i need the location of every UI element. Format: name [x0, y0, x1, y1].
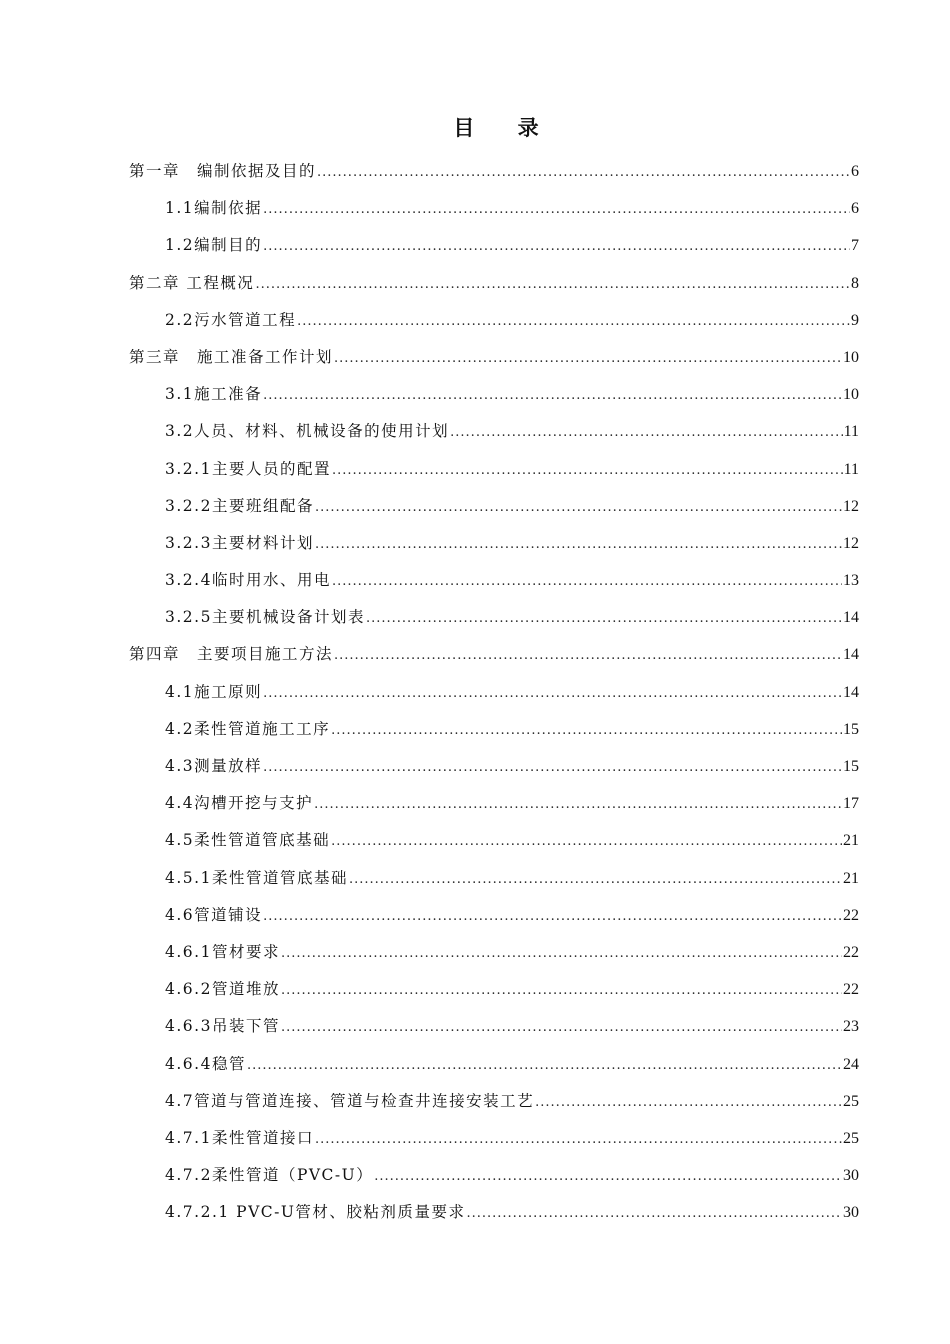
dot-leader	[315, 526, 842, 563]
toc-entry[interactable]	[129, 785, 859, 822]
toc-entry-label: 4.6.1管材要求	[165, 942, 280, 961]
toc-entry[interactable]	[129, 413, 859, 450]
toc-entry-label: 4.7.2.1 PVC-U管材、胶粘剂质量要求	[165, 1203, 466, 1222]
toc-entry-label: 4.2柔性管道施工工序	[165, 719, 331, 738]
toc-entry-page-number: 21	[843, 832, 859, 850]
dot-leader	[332, 452, 843, 489]
dot-leader	[331, 823, 842, 860]
toc-entry-page-number: 14	[843, 646, 859, 664]
dot-leader	[281, 972, 842, 1009]
dot-leader	[315, 489, 842, 526]
toc-entry-label: 3.2.1主要人员的配置	[165, 459, 331, 478]
toc-entry-page-number: 9	[851, 311, 859, 329]
toc-entry-label: 4.5.1柔性管道管底基础	[165, 868, 348, 887]
toc-entry-page-number: 23	[843, 1018, 859, 1036]
toc-entry-page-number: 30	[843, 1204, 859, 1222]
toc-entry-label: 4.5柔性管道管底基础	[165, 831, 331, 850]
toc-entry-label: 2.2污水管道工程	[165, 310, 297, 329]
toc-entry[interactable]	[129, 860, 859, 897]
dot-leader	[334, 340, 842, 377]
dot-leader	[331, 712, 842, 749]
toc-entry-page-number: 22	[843, 906, 859, 924]
toc-entry-page-number: 17	[843, 795, 859, 813]
toc-entry-label: 4.7.2柔性管道（PVC-U）	[165, 1166, 374, 1185]
toc-entry-label: 3.2.2主要班组配备	[165, 496, 314, 515]
dot-leader	[281, 1009, 842, 1046]
toc-entry-page-number: 7	[851, 237, 859, 255]
toc-entry[interactable]	[129, 525, 859, 562]
toc-entry-label: 3.2人员、材料、机械设备的使用计划	[165, 422, 450, 441]
toc-entry[interactable]	[129, 971, 859, 1008]
toc-entry-page-number: 30	[843, 1167, 859, 1185]
dot-leader	[314, 786, 842, 823]
toc-entry-label: 3.2.5主要机械设备计划表	[165, 608, 365, 627]
toc-entry-label: 4.4沟槽开挖与支护	[165, 794, 314, 813]
toc-entry[interactable]	[129, 599, 859, 636]
toc-entry-page-number: 10	[843, 386, 859, 404]
toc-entry-page-number: 6	[851, 200, 859, 218]
toc-entry-page-number: 13	[843, 572, 859, 590]
toc-entry-label: 第四章 主要项目施工方法	[129, 645, 334, 664]
dot-leader	[450, 414, 842, 451]
table-of-contents	[129, 153, 859, 1231]
toc-entry-label: 4.6管道铺设	[165, 905, 263, 924]
toc-entry-page-number: 11	[843, 460, 859, 478]
toc-entry-page-number: 6	[851, 163, 859, 180]
toc-entry-label: 4.6.3吊装下管	[165, 1017, 280, 1036]
toc-entry[interactable]	[129, 376, 859, 413]
dot-leader	[263, 898, 842, 935]
toc-entry-label: 3.2.3主要材料计划	[165, 533, 314, 552]
toc-entry[interactable]	[129, 1120, 859, 1157]
toc-entry-page-number: 11	[843, 423, 859, 441]
toc-entry-page-number: 22	[843, 981, 859, 999]
toc-entry[interactable]	[129, 265, 859, 302]
dot-leader	[263, 377, 842, 414]
toc-entry-page-number: 14	[843, 683, 859, 701]
toc-entry-page-number: 25	[843, 1129, 859, 1147]
toc-entry[interactable]	[129, 897, 859, 934]
toc-entry-page-number: 22	[843, 943, 859, 961]
toc-entry[interactable]	[129, 711, 859, 748]
dot-leader	[315, 1121, 842, 1158]
toc-entry[interactable]	[129, 190, 859, 227]
toc-entry-page-number: 21	[843, 869, 859, 887]
toc-entry-label: 3.1施工准备	[165, 385, 263, 404]
dot-leader	[247, 1047, 842, 1084]
toc-entry-label: 4.7管道与管道连接、管道与检查井连接安装工艺	[165, 1091, 535, 1110]
dot-leader	[263, 749, 842, 786]
toc-entry-page-number: 14	[843, 609, 859, 627]
toc-entry[interactable]	[129, 488, 859, 525]
dot-leader	[255, 266, 850, 303]
dot-leader	[332, 563, 842, 600]
dot-leader	[263, 191, 850, 228]
toc-entry[interactable]	[129, 748, 859, 785]
toc-entry[interactable]	[129, 451, 859, 488]
toc-entry-page-number: 8	[851, 274, 859, 292]
toc-entry[interactable]	[129, 1008, 859, 1045]
toc-entry[interactable]	[129, 227, 859, 264]
toc-entry[interactable]	[129, 1194, 859, 1231]
dot-leader	[334, 637, 842, 674]
dot-leader	[263, 675, 842, 712]
dot-leader	[535, 1084, 842, 1121]
toc-entry-label: 1.1编制依据	[165, 199, 263, 218]
toc-entry-page-number: 15	[843, 758, 859, 775]
dot-leader	[366, 600, 842, 637]
toc-entry-label: 4.7.1柔性管道接口	[165, 1128, 314, 1147]
toc-entry[interactable]	[129, 339, 859, 376]
toc-entry-label: 3.2.4临时用水、用电	[165, 571, 331, 590]
toc-entry[interactable]	[129, 153, 859, 190]
toc-entry-label: 第三章 施工准备工作计划	[129, 347, 334, 366]
toc-entry-label: 第二章 工程概况	[129, 273, 255, 292]
dot-leader	[317, 154, 850, 191]
toc-entry[interactable]	[129, 822, 859, 859]
toc-entry[interactable]	[129, 1046, 859, 1083]
toc-entry-page-number: 25	[843, 1092, 859, 1110]
dot-leader	[263, 228, 850, 265]
toc-entry-label: 1.2编制目的	[165, 236, 263, 255]
toc-entry[interactable]	[129, 674, 859, 711]
toc-entry-label: 4.6.2管道堆放	[165, 980, 280, 999]
toc-entry-page-number: 24	[843, 1055, 859, 1073]
toc-entry-page-number: 12	[843, 534, 859, 552]
dot-leader	[374, 1158, 842, 1195]
toc-entry[interactable]	[129, 562, 859, 599]
toc-entry[interactable]	[129, 934, 859, 971]
dot-leader	[466, 1195, 842, 1232]
toc-entry-label: 4.3测量放样	[165, 757, 263, 775]
toc-entry-label: 4.6.4稳管	[165, 1054, 246, 1073]
toc-entry-page-number: 10	[843, 348, 859, 366]
dot-leader	[281, 935, 842, 972]
dot-leader	[349, 861, 842, 898]
toc-entry-label: 第一章 编制依据及目的	[129, 162, 317, 180]
toc-title: 目 录	[453, 115, 557, 140]
dot-leader	[297, 303, 850, 340]
toc-entry[interactable]	[129, 1083, 859, 1120]
toc-entry[interactable]	[129, 636, 859, 673]
toc-entry[interactable]	[129, 302, 859, 339]
toc-entry[interactable]	[129, 1157, 859, 1194]
toc-entry-page-number: 15	[843, 720, 859, 738]
toc-entry-label: 4.1施工原则	[165, 682, 263, 701]
toc-entry-page-number: 12	[843, 497, 859, 515]
